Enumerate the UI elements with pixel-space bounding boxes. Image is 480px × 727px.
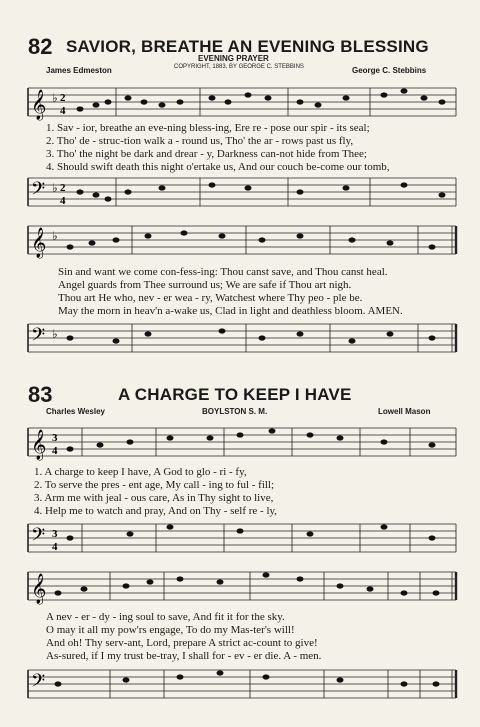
hymn-83-s2-verse-3: And oh! Thy serv-ant, Lord, prepare A strict ac-count to give! [46, 637, 318, 649]
svg-text:𝄢: 𝄢 [31, 671, 46, 696]
svg-text:4: 4 [52, 445, 58, 457]
hymn-82-title: SAVIOR, BREATHE AN EVENING BLESSING [66, 37, 429, 56]
svg-text:♭: ♭ [52, 327, 58, 341]
hymn-83-s2-verse-1: A nev - er - dy - ing soul to save, And fit it for the sky. [46, 611, 285, 623]
svg-text:3: 3 [52, 432, 58, 444]
hymn-83-system2-bass-staff [0, 664, 480, 708]
svg-text:2: 2 [60, 182, 66, 194]
svg-text:𝄢: 𝄢 [31, 325, 46, 350]
hymn-83-s1-verse-1: 1. A charge to keep I have, A God to glo - ri - fy, [34, 466, 247, 478]
svg-text:2: 2 [60, 92, 66, 104]
hymn-83-s1-verse-2: 2. To serve the pres - ent age, My call - ing to ful - fill; [34, 479, 275, 491]
hymn-83-number: 83 [28, 382, 53, 407]
hymn-82-s2-verse-2: Angel guards from Thee surround us; We are safe if Thou art nigh. [58, 279, 352, 291]
svg-text:4: 4 [60, 105, 66, 117]
svg-text:4: 4 [52, 541, 58, 553]
hymn-82-number: 82 [28, 34, 53, 59]
hymn-82-s1-verse-3: 3. Tho' the night be dark and drear - y, Darkness can-not hide from Thee; [46, 148, 367, 160]
svg-text:𝄞: 𝄞 [31, 430, 47, 460]
hymn-83-s2-verse-2: O may it all my pow'rs engage, To do my Mas-ter's will! [46, 624, 295, 636]
hymn-82-tune: EVENING PRAYER [198, 54, 269, 63]
hymn-83-tune: BOYLSTON S. M. [202, 407, 268, 416]
hymn-83-system1-bass-staff [0, 518, 480, 562]
svg-text:4: 4 [60, 195, 66, 207]
hymn-82-author: James Edmeston [46, 66, 112, 75]
hymn-83-composer: Lowell Mason [378, 407, 431, 416]
hymn-82-s2-verse-3: Thou art He who, nev - er wea - ry, Watchest where Thy peo - ple be. [58, 292, 363, 304]
svg-text:♭: ♭ [52, 91, 58, 105]
svg-text:♭: ♭ [52, 181, 58, 195]
hymn-82-copyright: COPYRIGHT, 1883, BY GEORGE C. STEBBINS [174, 64, 304, 70]
hymn-82-composer: George C. Stebbins [352, 66, 427, 75]
svg-text:𝄞: 𝄞 [31, 90, 47, 120]
hymn-83-s2-verse-4: As-sured, if I my trust be-tray, I shall for - ev - er die. A - men. [46, 650, 322, 662]
hymn-82-system1-bass-staff [0, 172, 480, 216]
hymn-83-title: A CHARGE TO KEEP I HAVE [118, 385, 352, 404]
hymn-82-s2-verse-1: Sin and want we come con-fess-ing: Thou canst save, and Thou canst heal. [58, 266, 388, 278]
hymn-82-s2-verse-4: May the morn in heav'n a-wake us, Clad in light and deathless bloom. AMEN. [58, 305, 403, 317]
hymn-83-author: Charles Wesley [46, 407, 105, 416]
svg-text:𝄞: 𝄞 [31, 574, 47, 604]
hymn-83-s1-verse-4: 4. Help me to watch and pray, And on Thy - self re - ly, [34, 505, 278, 517]
hymn-82-s1-verse-4: 4. Should swift death this night o'ertake us, And our couch be-come our tomb, [46, 161, 390, 173]
svg-text:𝄢: 𝄢 [31, 179, 46, 204]
hymn-83-system1-treble-staff [0, 420, 480, 466]
svg-text:𝄞: 𝄞 [31, 228, 47, 258]
hymn-83-system2-treble-staff [0, 564, 480, 610]
svg-text:𝄢: 𝄢 [31, 525, 46, 550]
svg-text:♭: ♭ [52, 229, 58, 243]
hymn-82-s1-verse-2: 2. Tho' de - struc-tion walk a - round us, Tho' the ar - rows past us fly, [46, 135, 354, 147]
hymn-82-s1-verse-1: 1. Sav - ior, breathe an eve-ning bless-ing, Ere re - pose our spir - its seal; [46, 122, 370, 134]
hymn-82-system2-bass-staff [0, 318, 480, 362]
hymn-82-system2-treble-staff [0, 218, 480, 264]
hymn-83-s1-verse-3: 3. Arm me with jeal - ous care, As in Thy sight to live, [34, 492, 274, 504]
svg-text:3: 3 [52, 528, 58, 540]
